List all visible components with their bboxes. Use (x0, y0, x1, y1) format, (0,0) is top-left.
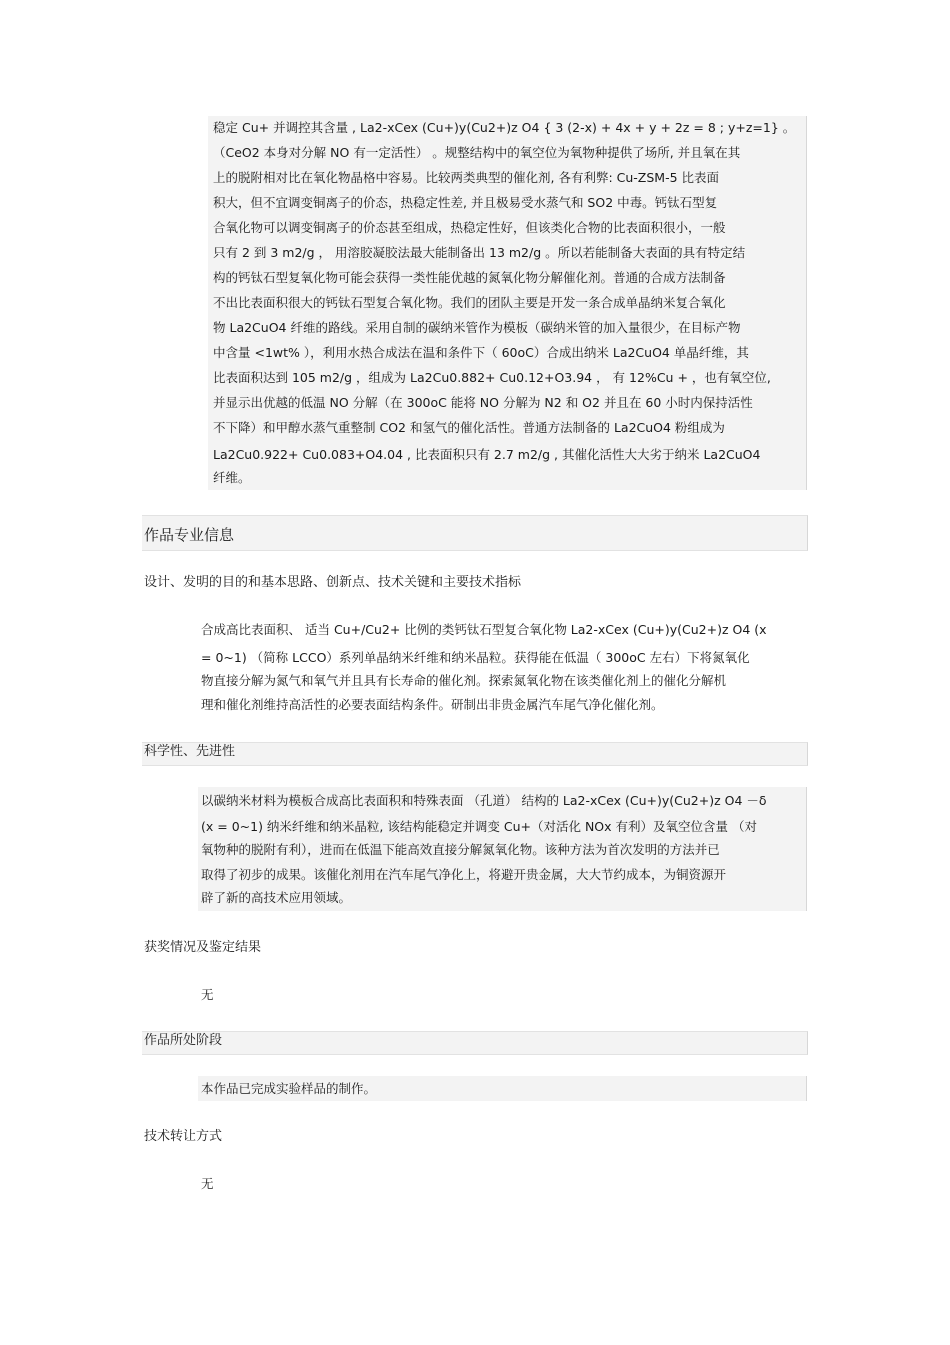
design-line: 理和催化剂维持高活性的必要表面结构条件。研制出非贵金属汽车尾气净化催化剂。 (201, 697, 664, 712)
professional-info-bar (142, 515, 808, 551)
stage-section-bar (142, 1031, 808, 1055)
science-line: 氧物种的脱附有利），进而在低温下能高效直接分解氮氧化物。该种方法为首次发明的方法并已 (201, 842, 720, 857)
intro-line: 上的脱附相对比在氧化物晶格中容易。比较两类典型的催化剂, 各有利弊: Cu-ZSM-5 比表面 (213, 170, 720, 185)
science-line: (x = 0~1) 纳米纤维和纳米晶粒, 该结构能稳定并调变 Cu+（对活化 NOx 有利）及氧空位含量 （对 (201, 819, 757, 834)
transfer-value: 无 (201, 1176, 214, 1191)
science-line: 辟了新的高技术应用领域。 (201, 890, 352, 905)
intro-line: 纤维。 (213, 470, 251, 485)
intro-line: 并显示出优越的低温 NO 分解（在 300oC 能将 NO 分解为 N2 和 O2 并且在 60 小时内保持活性 (213, 395, 753, 410)
intro-line: 稳定 Cu+ 并调控其含量 , La2-xCex (Cu+)y(Cu2+)z O4 { 3 (2-x) + 4x + y + 2z = 8 ; y+z=1} 。 (213, 120, 796, 135)
design-line: 合成高比表面积、 适当 Cu+/Cu2+ 比例的类钙钛石型复合氧化物 La2-xCex (Cu+)y(Cu2+)z O4 (x (201, 622, 767, 637)
design-section-title: 设计、发明的目的和基本思路、创新点、技术关键和主要技术指标 (144, 575, 522, 590)
design-line: 物直接分解为氮气和氧气并且具有长寿命的催化剂。探索氮氧化物在该类催化剂上的催化分解机 (201, 673, 727, 688)
stage-value: 本作品已完成实验样品的制作。 (201, 1081, 377, 1096)
awards-value: 无 (201, 987, 214, 1002)
intro-line: 合氧化物可以调变铜离子的价态甚至组成，热稳定性好，但该类化合物的比表面积很小，一般 (213, 220, 726, 235)
intro-line: 构的钙钛石型复氧化物可能会获得一类性能优越的氮氧化物分解催化剂。普通的合成方法制备 (213, 270, 726, 285)
intro-line: 只有 2 到 3 m2/g ， 用溶胶凝胶法最大能制备出 13 m2/g 。所以若能制备大表面的具有特定结 (213, 245, 746, 260)
intro-line: La2Cu0.922+ Cu0.083+O4.04 , 比表面积只有 2.7 m2/g , 其催化活性大大劣于纳米 La2CuO4 (213, 447, 761, 462)
intro-line: 中含量 <1wt% ），利用水热合成法在温和条件下（ 60oC）合成出纳米 La2CuO4 单晶纤维，其 (213, 345, 749, 360)
science-section-bar (142, 742, 808, 766)
awards-section-title: 获奖情况及鉴定结果 (144, 940, 262, 955)
professional-info-heading: 作品专业信息 (144, 526, 235, 544)
intro-line: 积大，但不宜调变铜离子的价态，热稳定性差, 并且极易受水蒸气和 SO2 中毒。钙钛石型复 (213, 195, 718, 210)
intro-line: 不出比表面积很大的钙钛石型复合氧化物。我们的团队主要是开发一条合成单晶纳米复合氧化 (213, 295, 726, 310)
intro-line: 比表面积达到 105 m2/g ，组成为 La2Cu0.882+ Cu0.12+O3.94 ， 有 12%Cu + ，也有氧空位, (213, 370, 771, 385)
science-line: 取得了初步的成果。该催化剂用在汽车尾气净化上，将避开贵金属，大大节约成本，为铜资源开 (201, 867, 727, 882)
intro-line: 物 La2CuO4 纤维的路线。采用自制的碳纳米管作为模板（碳纳米管的加入量很少，在目标产物 (213, 320, 741, 335)
design-line: = 0~1) （简称 LCCO）系列单晶纳米纤维和纳米晶粒。获得能在低温（ 300oC 左右）下将氮氧化 (201, 650, 750, 665)
intro-line: 不下降）和甲醇水蒸气重整制 CO2 和氢气的催化活性。普通方法制备的 La2CuO4 粉组成为 (213, 420, 725, 435)
intro-line: （CeO2 本身对分解 NO 有一定活性） 。规整结构中的氧空位为氧物种提供了场所, 并且氧在其 (213, 145, 741, 160)
science-line: 以碳纳米材料为模板合成高比表面积和特殊表面 （孔道） 结构的 La2-xCex (Cu+)y(Cu2+)z O4 －δ (201, 793, 767, 808)
stage-section-title: 作品所处阶段 (144, 1033, 223, 1048)
science-section-title: 科学性、先进性 (144, 744, 236, 759)
transfer-section-title: 技术转让方式 (144, 1129, 223, 1144)
